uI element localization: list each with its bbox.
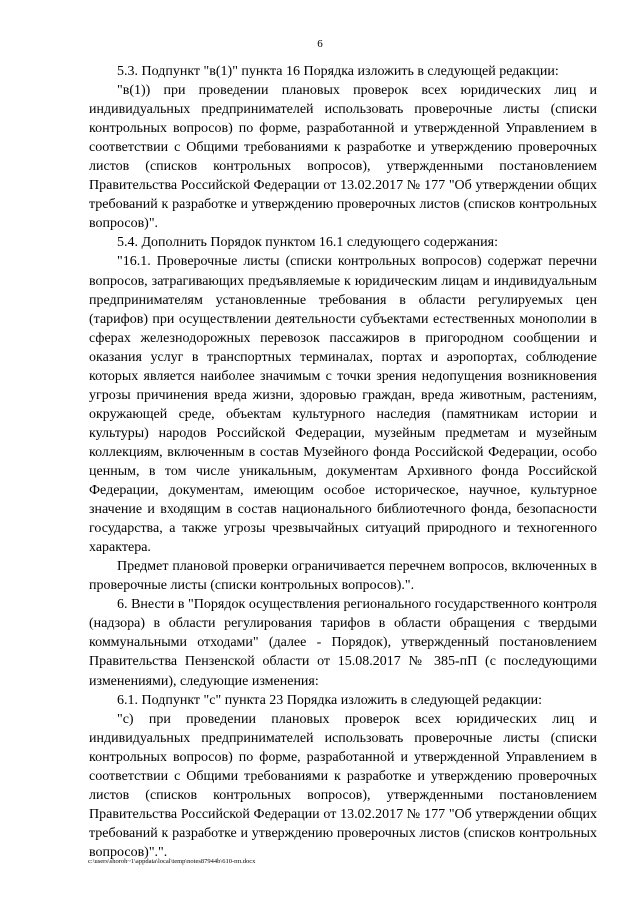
paragraph-6: 6. Внести в "Порядок осуществления регионального государственного контроля (надзора) в области регулирования тарифов в области обращения с твердыми коммунальными отходами" (далее - Порядок), утвержденный постановлением Правительства Пензенской области от 15.08.2017 № 385-пП (с последующими изменениями), следующие изменения:: [89, 597, 597, 689]
paragraph-v1-text: "в(1)) при проведении плановых проверок всех юридических лиц и индивидуальных предпринимателей использовать проверочные листы (списки контрольных вопросов) по форме, разработанной и утвержденной Управлением в соответствии с Общими требованиями к разработке и утверждению проверочных листов (списков контрольных вопросов), утвержденными постановлением Правительства Российской Федерации от 13.02.2017 № 177 "Об утверждении общих требований к разработке и утверждению проверочных листов (списков контрольных вопросов)".: [89, 83, 597, 232]
paragraph-5-4: 5.4. Дополнить Порядок пунктом 16.1 следующего содержания:: [117, 235, 498, 251]
paragraph-subject-of-inspection: Предмет плановой проверки ограничивается перечнем вопросов, включенных в проверочные листы (списки контрольных вопросов).".: [89, 559, 597, 594]
paragraph-6-1: 6.1. Подпункт "с" пункта 23 Порядка изложить в следующей редакции:: [117, 692, 543, 708]
file-path-footer: c:\users\shoroh~1\appdata\local\temp\notes87944b\610-пп.docx: [88, 858, 256, 865]
paragraph-5-3: 5.3. Подпункт "в(1)" пункта 16 Порядка изложить в следующей редакции:: [117, 64, 559, 79]
paragraph-c-text: "с) при проведении плановых проверок всех юридических лиц и индивидуальных предпринимателей использовать проверочные листы (списки контрольных вопросов) по форме, разработанной и утвержденной Управлением в соответствии с Общими требованиями к разработке и утверждению проверочных листов (списков контрольных вопросов), утвержденными постановлением Правительства Российской Федерации от 13.02.2017 № 177 "Об утверждении общих требований к разработке и утверждению проверочных листов (списков контрольных вопросов)".".: [89, 711, 597, 860]
paragraph-16-1-text: "16.1. Проверочные листы (списки контрольных вопросов) содержат перечни вопросов, затрагивающих предъявляемые к юридическим лицам и индивидуальным предпринимателям установленные требования в области регулируемых цен (тарифов) при осуществлении деятельности субъектами естественных монополии в сферах железнодорожных перевозок пассажиров в пригородном сообщении и оказания услуг в транспортных терминалах, портах и аэропортах, соблюдение которых является наиболее значимым с точки зрения недопущения возникновения угрозы причинения вреда жизни, здоровью граждан, вреда животным, растениям, окружающей среде, объектам культурного наследия (памятникам истории и культуры) народов Российской Федерации, музейным предметам и музейным коллекциям, включенным в состав Музейного фонда Российской Федерации, особо ценным, в том числе уникальным, документам Архивного фонда Российской Федерации, документам, имеющим особое историческое, научное, культурное значение и входящим в состав национального библиотечного фонда, безопасности государства, а также угрозы чрезвычайных ситуаций природного и техногенного характера.: [89, 254, 597, 556]
document-body: [89, 62, 597, 862]
page-number: 6: [317, 38, 323, 50]
